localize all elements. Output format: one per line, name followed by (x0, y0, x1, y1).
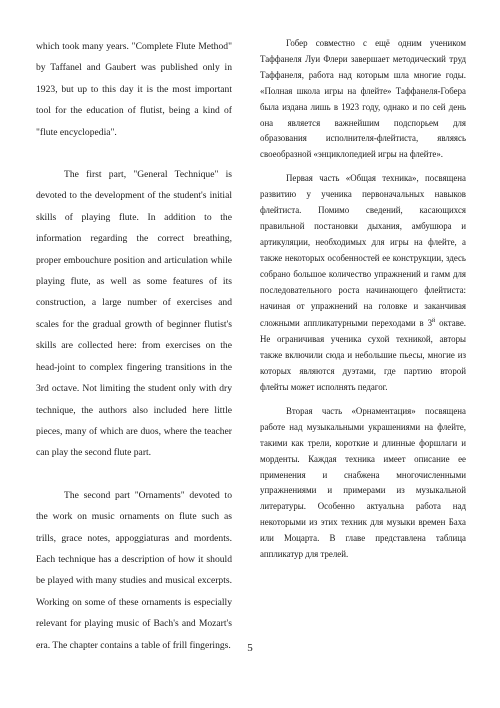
english-paragraph-3: The second part "Ornaments" devoted to the work on music ornaments on flute such as trills, grace notes, appoggiaturas and mordents. Each technique has a description of how it should be played with many studies and musical excerpts. Working on some of these ornaments is especially relevant for playing music of Bach's and Mozart's era. The chapter contains a table of frill fingerings. (36, 489, 232, 651)
russian-paragraph-3: Вторая часть «Орнаментация» посвящена работе над музыкальными украшениями на флейте, такими как трели, короткие и длинные форшлаги и морденты. Каждая техника имеет описание ее применения и снабжена многочисленными упражнениями и примерами из музыкальной литературы. Особенно актуальна работа над некоторыми из этих техник для музыки времен Баха или Моцарта. В главе представлена таблица аппликатур для трелей. (260, 405, 466, 560)
ordinal-superscript: й (432, 318, 436, 325)
russian-column (260, 36, 466, 563)
russian-paragraph-2-end: октаве. Не ограничивая ученика сухой техникой, авторы также включили сюда и небольшие пьесы, многие из которых являются дуэтами, где партию второй флейты может исполнять педагог. (260, 318, 466, 392)
english-paragraph-2: The first part, "General Technique" is devoted to the development of the student's initial skills of playing flute. In addition to the information regarding the correct breathing, proper embouchure position and articulation while playing flute, as well as some features of its construction, a large number of exercises and scales for the gradual growth of beginner flutist's skills are collected here: from exercises on the head-joint to complex fingering transitions in the 3rd octave. Not limiting the student only with dry technique, the authors also included here little pieces, many of which are duos, where the teacher can play the second flute part. (36, 169, 232, 459)
english-column (36, 36, 232, 656)
russian-paragraph-2 (260, 171, 466, 396)
russian-paragraph-1: Гобер совместно с ещё одним учеником Таффанеля Луи Флери завершает методический труд Таффанеля, работа над которым шла многие годы. «Полная школа игры на флейте» Таффанеля-Гобера была издана лишь в 1923 году, однако и по сей день она является важнейшим подспорьем для образования исполнителя-флейтиста, являясь своеобразной «энциклопедией игры на флейте». (260, 38, 466, 160)
russian-paragraph-2-start: Первая часть «Общая техника», посвящена развитию у ученика первоначальных навыков флейтиста. Помимо сведений, касающихся правильной постановки дыхания, амбушюра и артикуляции, необходимых для игры на флейте, а также некоторых особенностей ее конструкции, здесь собрано большое количество упражнений и гамм для последовательного роста начинающего флейтиста: начиная от упражнений на головке и заканчивая сложными аппликатурными переходами в 3 (260, 173, 466, 329)
english-paragraph-1: which took many years. "Complete Flute Method" by Taffanel and Gaubert was published only in 1923, but up to this day it is the most important tool for the education of flutist, being a kind of "flute encyclopedia". (36, 41, 232, 138)
page-number: 5 (247, 642, 253, 654)
